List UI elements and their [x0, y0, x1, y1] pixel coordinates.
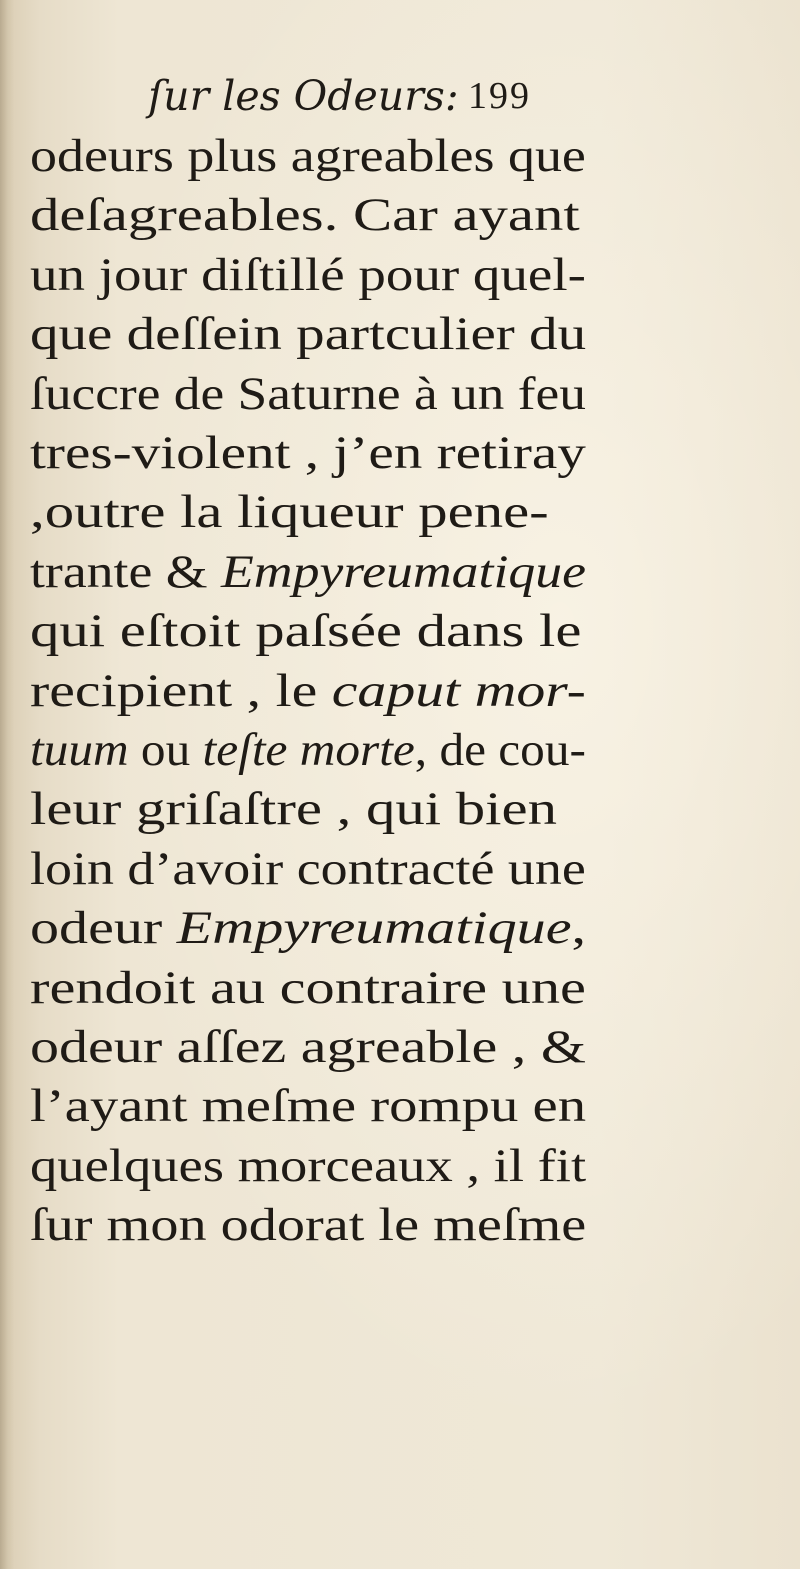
text-line	[30, 247, 586, 303]
roman-text: recipient , le	[30, 664, 332, 717]
text-line	[30, 841, 586, 897]
roman-text: un jour diſtillé pour quel-	[30, 248, 586, 301]
text-line	[30, 1019, 586, 1075]
text-line	[30, 603, 581, 659]
roman-text: ſur mon odorat le meſme	[30, 1199, 587, 1252]
roman-text: ,outre la liqueur pene-	[30, 486, 549, 539]
italic-text: Empyreumatique	[176, 902, 572, 955]
roman-text: loin d’avoir contracté une	[30, 842, 586, 895]
body-text	[30, 128, 610, 1258]
text-line	[30, 722, 586, 778]
italic-text: Empyreumatique	[220, 545, 586, 598]
text-line	[30, 187, 580, 243]
roman-text: ou	[128, 724, 203, 776]
roman-text: odeur aſſez agreable , &	[30, 1021, 586, 1073]
roman-text: trante &	[30, 545, 221, 598]
page-gutter-shadow	[0, 0, 14, 1569]
roman-text: leur griſaſtre , qui bien	[30, 783, 557, 836]
text-line	[30, 1138, 586, 1194]
text-line	[30, 306, 586, 362]
roman-text: qui eſtoit paſsée dans le	[30, 605, 582, 658]
roman-text: rendoit au contraire une	[30, 961, 586, 1014]
text-line	[30, 1078, 586, 1134]
running-title: ſur les Odeurs:	[148, 72, 459, 120]
roman-text: odeur	[30, 902, 177, 955]
text-line	[30, 128, 586, 184]
text-line	[30, 544, 586, 600]
text-line	[30, 960, 586, 1016]
roman-text: tres-violent , j’en retiray	[30, 427, 586, 479]
roman-text: l’ayant meſme rompu en	[30, 1080, 587, 1133]
text-line	[30, 484, 549, 540]
roman-text: que deſſein partculier du	[30, 308, 587, 361]
italic-text: tuum	[30, 724, 129, 776]
text-line	[30, 781, 557, 837]
roman-text: ſuccre de Saturne à un feu	[30, 367, 586, 420]
roman-text: , de cou-	[414, 724, 586, 776]
italic-text: teſte morte	[202, 724, 415, 776]
text-line	[30, 425, 586, 481]
running-head	[148, 68, 608, 128]
italic-text: caput mor-	[331, 664, 586, 717]
roman-text: odeurs plus agreables que	[30, 130, 586, 182]
text-line	[30, 1197, 586, 1253]
text-line	[30, 900, 586, 956]
roman-text: quelques morceaux , il fit	[30, 1139, 587, 1192]
roman-text: deſagreables. Car ayant	[30, 189, 580, 242]
roman-text: ,	[571, 902, 587, 955]
text-line	[30, 663, 586, 719]
page-number: 199	[468, 75, 531, 117]
text-line	[30, 366, 586, 422]
